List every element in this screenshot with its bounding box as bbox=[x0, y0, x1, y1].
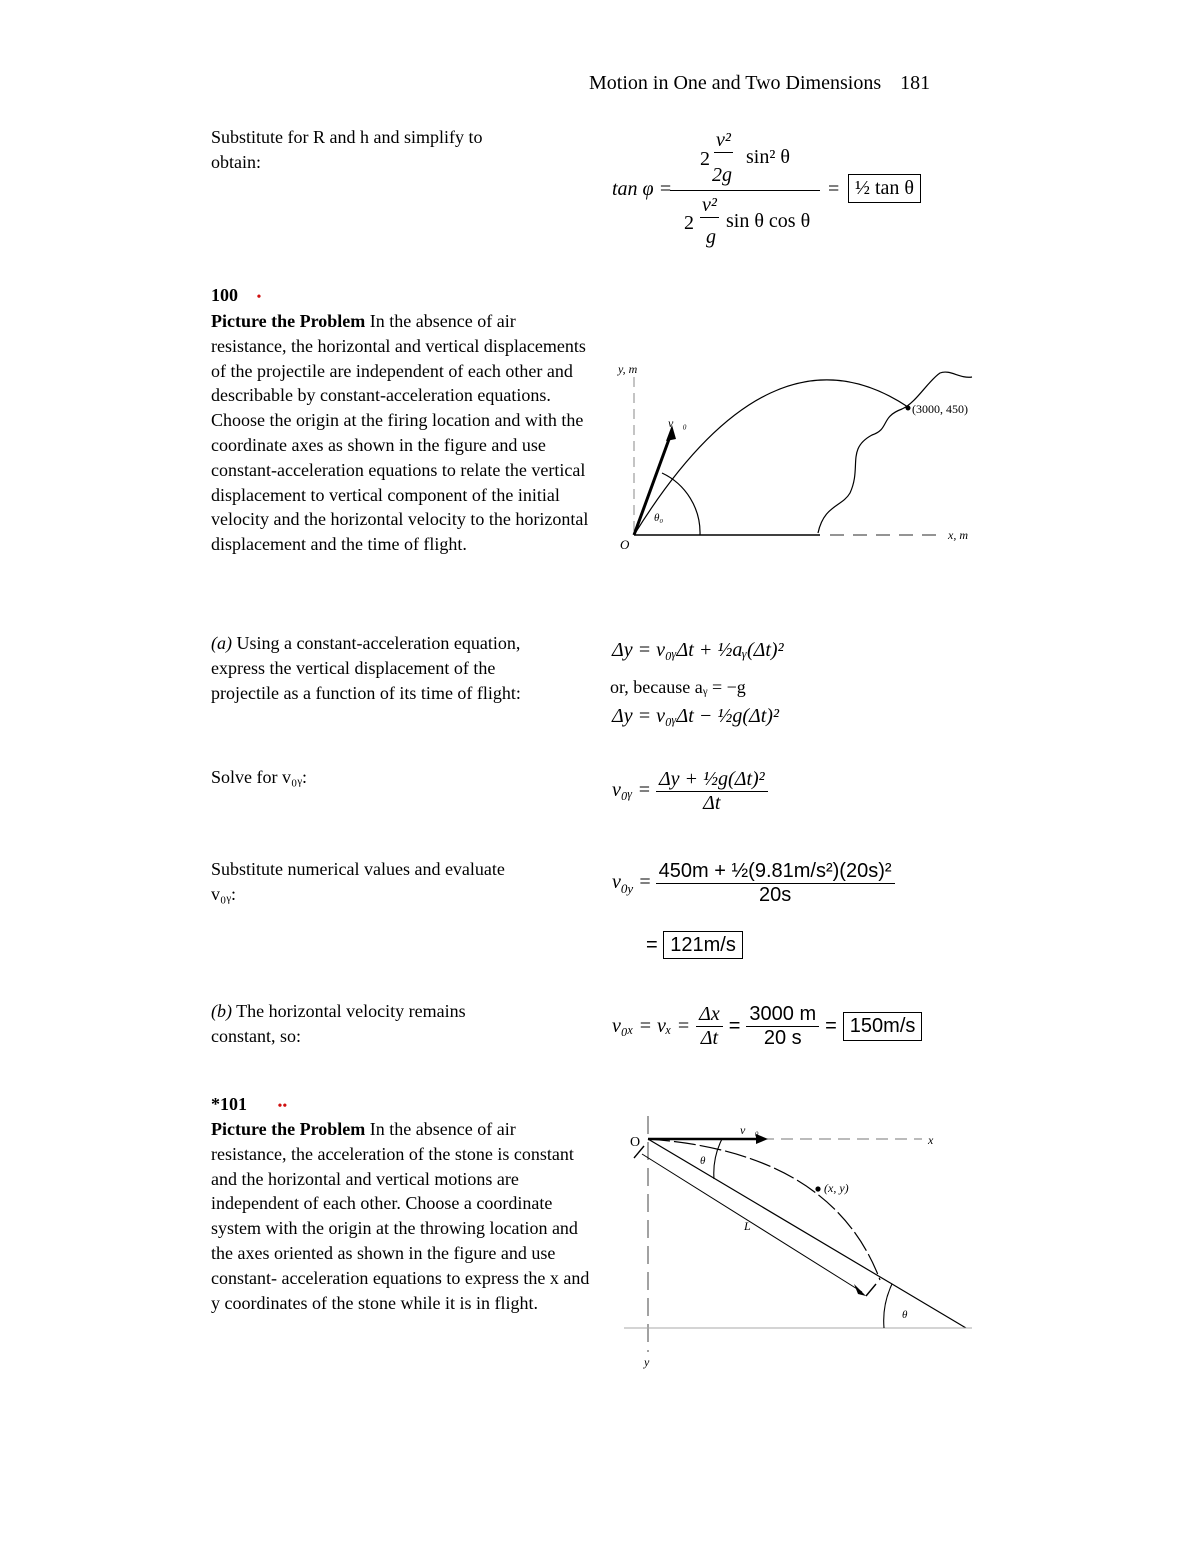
angle-arc-bottom bbox=[884, 1284, 892, 1328]
num-2g: 2g bbox=[712, 164, 732, 186]
picture-label: Picture the Problem bbox=[211, 1119, 366, 1139]
problem-101-heading bbox=[211, 1092, 287, 1120]
main-fraction-bar bbox=[670, 190, 820, 191]
angle-arc-top bbox=[714, 1139, 722, 1179]
eq-b-frac2 bbox=[746, 1003, 819, 1050]
origin-label: O bbox=[630, 1135, 641, 1150]
eq-b-result: 150m/s bbox=[843, 1012, 923, 1041]
problem-number: *101 bbox=[211, 1094, 247, 1114]
eq-b-frac1-num: Δx bbox=[696, 1003, 723, 1027]
den-sin: sin θ cos θ bbox=[726, 210, 811, 232]
eq-b-lhs: v₀ₓ = vₓ = bbox=[612, 1015, 691, 1037]
equals-sign: = bbox=[828, 178, 840, 200]
trajectory bbox=[634, 380, 908, 535]
v0y-equation bbox=[612, 768, 768, 815]
v0y-numerator: Δy + ½g(Δt)² bbox=[656, 768, 768, 792]
den-v2: v² bbox=[702, 194, 717, 216]
cliff-profile bbox=[818, 372, 972, 533]
x-axis-label: x bbox=[928, 1133, 934, 1147]
den-g: g bbox=[706, 226, 716, 248]
den-coef: 2 bbox=[684, 212, 694, 234]
problem-100-heading bbox=[211, 283, 261, 311]
angle-arc bbox=[662, 473, 700, 535]
subst-equation: $v_{0y}$ = $\frac{\text{450m + ½(9.81m/s²)(20s)²}}{20s}$ bbox=[612, 860, 895, 907]
eq-b-frac1 bbox=[696, 1003, 723, 1050]
problem-100-picture bbox=[211, 309, 591, 557]
problem-number: 100 bbox=[211, 285, 238, 305]
v0y-result: 121m/s bbox=[663, 931, 743, 959]
subst-label: Substitute numerical values and evaluate v₀ᵧ: bbox=[211, 859, 505, 904]
incline-line bbox=[648, 1139, 966, 1328]
page-number: 181 bbox=[900, 72, 931, 94]
v0y-denominator: Δt bbox=[703, 792, 721, 814]
subst-fraction bbox=[656, 860, 895, 907]
solve-label: Solve for v₀ᵧ: bbox=[211, 767, 308, 787]
part-b-description: The horizontal velocity remains constant, so: bbox=[211, 1001, 466, 1046]
part-a-text bbox=[211, 631, 531, 705]
target-point bbox=[906, 406, 911, 411]
eq-b-frac2-num: 3000 m bbox=[746, 1003, 819, 1027]
velocity-label: v⃗₀ bbox=[668, 416, 687, 430]
eq-b-frac2-den: 20 s bbox=[763, 1027, 802, 1049]
eq-a-or: or, because aᵧ = −g bbox=[610, 677, 746, 697]
subst-denominator: 20s bbox=[758, 884, 792, 906]
num-coef: 2 bbox=[700, 148, 710, 170]
part-a-description: Using a constant-acceleration equation, express the vertical displacement of the projectile as a function of its time of flight: bbox=[211, 633, 521, 703]
length-arrow bbox=[642, 1154, 862, 1292]
part-b-label: (b) bbox=[211, 1001, 232, 1021]
difficulty-dot: • bbox=[256, 290, 262, 305]
tan-phi-equation bbox=[612, 126, 942, 256]
y-axis-label: y bbox=[644, 1355, 650, 1369]
picture-text: In the absence of air resistance, the acceleration of the stone is constant and the horizontal and vertical motions are independent of each other. Choose a coordinate system with the origin at the throwing location and the axes oriented as shown in the figure and use constant- acceleration equations to express the x and y coordinates of the stone while it is in flight. bbox=[211, 1119, 590, 1313]
top-instruction: Substitute for R and h and simplify to obtain: bbox=[211, 127, 483, 172]
incline-figure-101 bbox=[622, 1112, 982, 1372]
angle-label-bottom: θ bbox=[902, 1309, 908, 1321]
part-b-text bbox=[211, 999, 531, 1049]
picture-text: In the absence of air resistance, the horizontal and vertical displacements of the projectile are independent of each other and describable by constant-acceleration equations. Choose the origin at the firing location and with the coordinate axes as shown in the figure and use constant-acceleration equations to relate the vertical displacement to vertical component of the initial velocity and the horizontal velocity to the horizontal displacement and the time of flight. bbox=[211, 311, 589, 555]
angle-label: θ₀ bbox=[654, 512, 664, 524]
equals-sign: = bbox=[646, 934, 658, 956]
velocity-label: v⃗₀ bbox=[740, 1123, 759, 1137]
velocity-vector bbox=[634, 431, 672, 535]
point-label: (3000, 450) bbox=[912, 402, 968, 416]
eq-a2: Δy = v₀ᵧΔt − ½g(Δt)² bbox=[612, 705, 779, 727]
problem-101-picture bbox=[211, 1117, 591, 1315]
num-sin: sin² θ bbox=[746, 146, 790, 168]
eq-b: v₀ₓ = vₓ = $\frac{\Delta x}{\Delta t}$ = $\frac{3000 m}{20 s}$ = 150m/s bbox=[612, 1003, 922, 1050]
eq-b-frac1-den: Δt bbox=[700, 1027, 719, 1049]
y-axis-label: y, m bbox=[618, 362, 638, 376]
v0y-lhs: v₀ᵧ = bbox=[612, 779, 651, 802]
v0y-fraction bbox=[656, 768, 768, 815]
part-a-label: (a) bbox=[211, 633, 232, 653]
tick-end bbox=[866, 1284, 876, 1296]
num-v2: v² bbox=[716, 129, 731, 151]
stone-point bbox=[815, 1186, 820, 1191]
x-axis-label: x, m bbox=[948, 528, 968, 542]
page-header bbox=[589, 72, 930, 95]
header-title: Motion in One and Two Dimensions bbox=[589, 72, 882, 94]
subst-numerator: 450m + ½(9.81m/s²)(20s)² bbox=[656, 860, 895, 884]
tan-phi-lhs: tan φ = bbox=[612, 178, 673, 200]
v0y-result-row bbox=[646, 934, 743, 957]
projectile-figure-100 bbox=[610, 355, 990, 555]
difficulty-dots: •• bbox=[277, 1099, 288, 1114]
angle-label-top: θ bbox=[700, 1155, 706, 1167]
eq-a1: Δy = v₀ᵧΔt + ½aᵧ(Δt)² bbox=[612, 639, 784, 661]
length-label: L bbox=[744, 1219, 751, 1233]
length-arrow-head bbox=[854, 1284, 866, 1296]
origin-label: O bbox=[620, 537, 630, 552]
point-label: (x, y) bbox=[824, 1181, 849, 1195]
tan-phi-result: ½ tan θ bbox=[848, 174, 921, 203]
picture-label: Picture the Problem bbox=[211, 311, 366, 331]
